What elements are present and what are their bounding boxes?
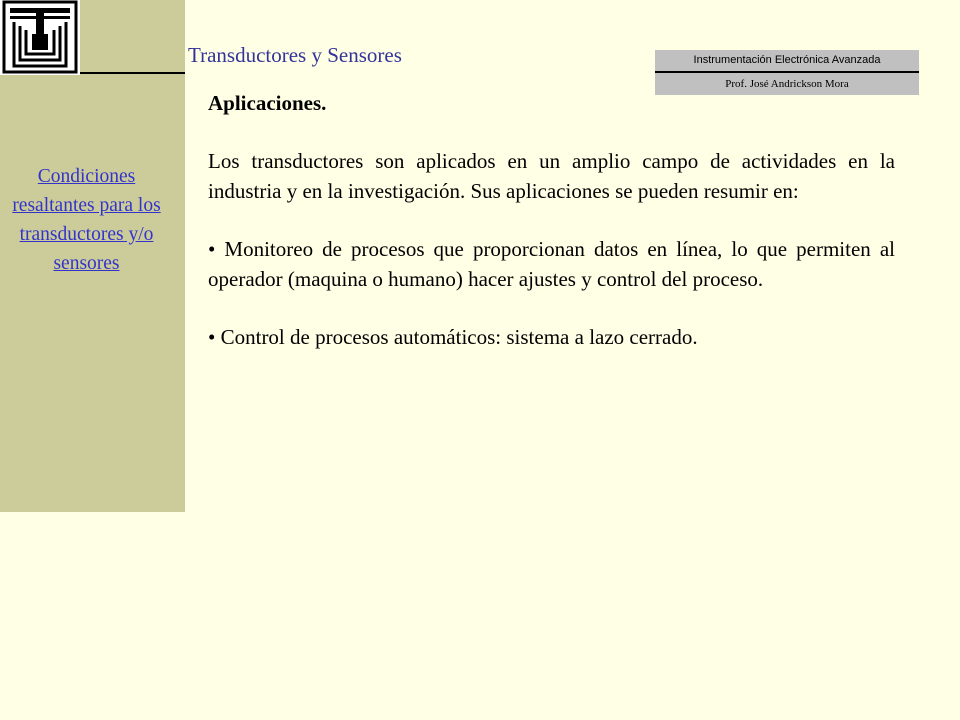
section-heading: Aplicaciones. bbox=[208, 91, 327, 115]
bullet-item: • Monitoreo de procesos que proporcionan datos en línea, lo que permiten al operador (maquina o humano) hacer ajustes y control del proceso. bbox=[208, 237, 895, 291]
course-label: Instrumentación Electrónica Avanzada bbox=[655, 50, 919, 73]
bullet-item: • Control de procesos automáticos: sistema a lazo cerrado. bbox=[208, 325, 698, 349]
institution-logo-icon bbox=[0, 0, 80, 75]
header-rule bbox=[80, 72, 185, 74]
slide-content bbox=[208, 88, 895, 380]
slide-title: Transductores y Sensores bbox=[188, 43, 402, 67]
intro-paragraph: Los transductores son aplicados en un amplio campo de actividades en la industria y en la investigación. Sus aplicaciones se pueden resumir en: bbox=[208, 149, 895, 203]
sidebar-link-condiciones[interactable]: Condiciones resaltantes para los transductores y/o sensores bbox=[12, 166, 161, 274]
professor-label: Prof. José Andrickson Mora bbox=[655, 73, 919, 95]
